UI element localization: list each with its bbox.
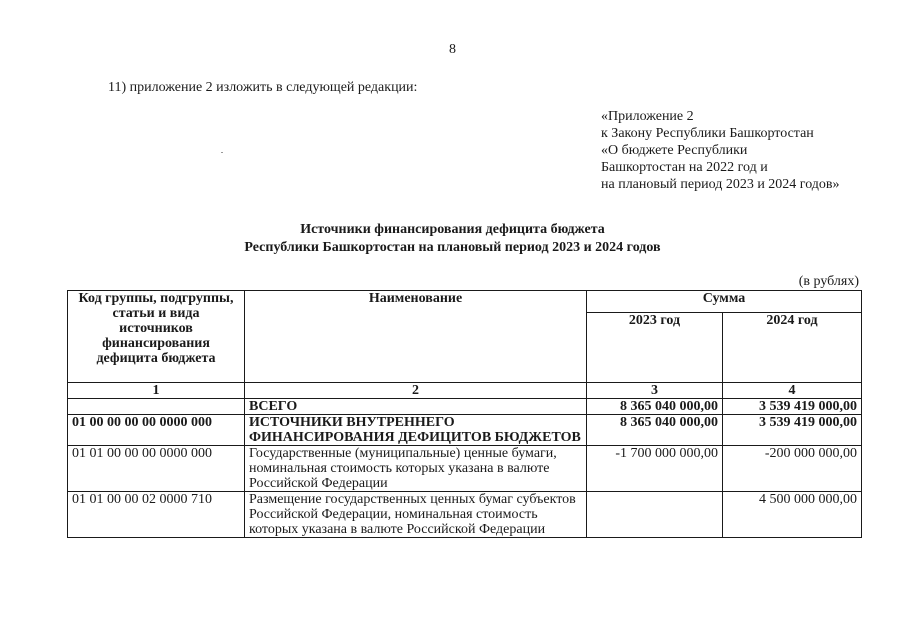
row-amount-2023 bbox=[587, 492, 723, 538]
row-amount-2024: 3 539 419 000,00 bbox=[723, 415, 862, 446]
scan-speck bbox=[221, 152, 223, 153]
row-code bbox=[68, 399, 245, 415]
row-code: 01 00 00 00 00 0000 000 bbox=[68, 415, 245, 446]
appendix-line: «О бюджете Республики bbox=[601, 143, 748, 158]
appendix-line: к Закону Республики Башкортостан bbox=[601, 126, 814, 141]
row-name: Размещение государственных ценных бумаг субъектов Российской Федерации, номинальная стоимость которых указана в валюте Российской Федерации bbox=[245, 492, 587, 538]
row-amount-2023: -1 700 000 000,00 bbox=[587, 446, 723, 492]
appendix-line: Башкортостан на 2022 год и bbox=[601, 160, 768, 175]
document-title bbox=[0, 221, 905, 257]
column-number: 4 bbox=[723, 383, 862, 399]
appendix-line: «Приложение 2 bbox=[601, 109, 694, 124]
page-number: 8 bbox=[449, 42, 456, 57]
title-line-2: Республики Башкортостан на плановый период 2023 и 2024 годов bbox=[244, 240, 661, 255]
table-row bbox=[68, 399, 862, 415]
column-number: 3 bbox=[587, 383, 723, 399]
amendment-instruction: 11) приложение 2 изложить в следующей редакции: bbox=[108, 80, 418, 95]
row-amount-2024: 3 539 419 000,00 bbox=[723, 399, 862, 415]
row-amount-2024: -200 000 000,00 bbox=[723, 446, 862, 492]
header-sum: Сумма bbox=[587, 291, 862, 313]
financing-sources-table bbox=[67, 290, 862, 538]
header-year-2023: 2023 год bbox=[587, 313, 723, 383]
table-row bbox=[68, 446, 862, 492]
row-amount-2023: 8 365 040 000,00 bbox=[587, 415, 723, 446]
column-number: 1 bbox=[68, 383, 245, 399]
appendix-line: на плановый период 2023 и 2024 годов» bbox=[601, 177, 840, 192]
table-row bbox=[68, 492, 862, 538]
row-name: Государственные (муниципальные) ценные бумаги, номинальная стоимость которых указана в валюте Российской Федерации bbox=[245, 446, 587, 492]
table-row bbox=[68, 415, 862, 446]
row-amount-2024: 4 500 000 000,00 bbox=[723, 492, 862, 538]
row-code: 01 01 00 00 02 0000 710 bbox=[68, 492, 245, 538]
title-line-1: Источники финансирования дефицита бюджета bbox=[300, 222, 605, 237]
units-note: (в рублях) bbox=[798, 274, 859, 289]
row-name: ВСЕГО bbox=[245, 399, 587, 415]
header-code: Код группы, подгруппы, статьи и вида источников финансирования дефицита бюджета bbox=[68, 291, 245, 383]
row-amount-2023: 8 365 040 000,00 bbox=[587, 399, 723, 415]
appendix-header bbox=[601, 108, 840, 193]
header-name: Наименование bbox=[245, 291, 587, 383]
row-code: 01 01 00 00 00 0000 000 bbox=[68, 446, 245, 492]
header-year-2024: 2024 год bbox=[723, 313, 862, 383]
row-name: ИСТОЧНИКИ ВНУТРЕННЕГО ФИНАНСИРОВАНИЯ ДЕФИЦИТОВ БЮДЖЕТОВ bbox=[245, 415, 587, 446]
column-number: 2 bbox=[245, 383, 587, 399]
